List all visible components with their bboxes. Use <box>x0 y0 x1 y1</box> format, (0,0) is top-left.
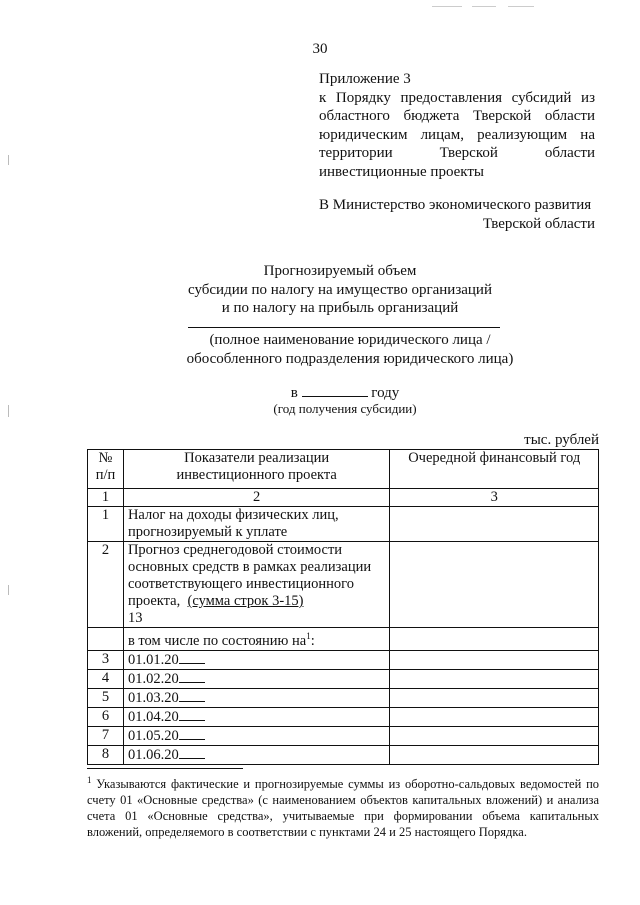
date-fill-blank[interactable] <box>179 727 205 740</box>
date-text: 01.05.20 <box>127 727 179 744</box>
caption-line: обособленного подразделения юридического лица) <box>186 350 514 367</box>
recipient-line: Тверской области <box>482 216 595 232</box>
column-number: 2 <box>123 489 389 507</box>
column-number: 1 <box>88 489 124 507</box>
appendix-title: Приложение 3 <box>319 71 411 87</box>
scan-mark <box>8 585 9 595</box>
subsidy-table <box>87 449 599 765</box>
units-label: тыс. рублей <box>524 432 599 448</box>
date-fill-blank[interactable] <box>179 708 205 721</box>
row-number: 3 <box>88 650 124 669</box>
row-date <box>123 726 389 745</box>
row-text: Налог на доходы физических лиц, <box>127 507 339 523</box>
table-row <box>88 707 599 726</box>
row-number <box>88 628 124 651</box>
row-value-cell[interactable] <box>390 688 599 707</box>
row-number: 5 <box>88 688 124 707</box>
row-text: Прогноз среднегодовой стоимости <box>127 542 343 558</box>
row-value-cell[interactable] <box>390 669 599 688</box>
year-prefix: в <box>290 385 298 401</box>
date-text: 01.04.20 <box>127 708 179 725</box>
row-number: 6 <box>88 707 124 726</box>
recipient-line: В Министерство экономического развития <box>319 197 592 213</box>
appendix-line: областного бюджета Тверской области <box>319 108 595 124</box>
header-num: № п/п <box>88 450 124 489</box>
header-line: инвестиционного проекта <box>176 467 337 483</box>
row-date <box>123 669 389 688</box>
footnote-separator <box>87 768 243 769</box>
table-row <box>88 507 599 542</box>
document-title <box>150 262 530 318</box>
date-text: 01.01.20 <box>127 651 179 668</box>
date-fill-blank[interactable] <box>179 651 205 664</box>
row-number: 1 <box>88 507 124 542</box>
table-row <box>88 542 599 628</box>
row-value-cell[interactable] <box>390 707 599 726</box>
caption-line: (полное наименование юридического лица / <box>209 332 491 348</box>
date-text: 01.06.20 <box>127 746 179 763</box>
year-suffix: году <box>371 385 400 401</box>
year-fill-blank[interactable] <box>302 383 368 397</box>
year-caption: (год получения субсидии) <box>273 401 417 416</box>
row-date <box>123 707 389 726</box>
row-text: основных средств в рамках реализации <box>127 559 372 575</box>
row-indicator <box>123 628 389 651</box>
row-text: 13 <box>127 610 143 626</box>
row-value-cell[interactable] <box>390 542 599 628</box>
subheader-text: в том числе по состоянию на <box>127 632 307 649</box>
scan-mark <box>432 6 462 7</box>
recipient-block <box>319 196 595 234</box>
title-line: субсидии по налогу на имущество организаций <box>187 281 492 298</box>
row-number: 8 <box>88 745 124 764</box>
row-text-part: проекта, <box>127 593 181 609</box>
title-line: и по налогу на прибыль организаций <box>221 300 459 316</box>
table-subheader-row <box>88 628 599 651</box>
header-fin-year: Очередной финансовый год <box>390 450 599 489</box>
row-indicator <box>123 542 389 628</box>
header-indicator <box>123 450 389 489</box>
table-row <box>88 650 599 669</box>
footnote <box>87 772 599 840</box>
date-fill-blank[interactable] <box>179 689 205 702</box>
scan-mark <box>8 155 9 165</box>
row-text: прогнозируемый к уплате <box>127 524 288 540</box>
footnote-mark: 1 <box>87 775 92 785</box>
table-header-row <box>88 450 599 489</box>
title-line: Прогнозируемый объем <box>263 263 417 279</box>
row-value-cell[interactable] <box>390 507 599 542</box>
date-text: 01.03.20 <box>127 689 179 706</box>
page-number: 30 <box>312 41 328 57</box>
table-row <box>88 669 599 688</box>
row-date <box>123 745 389 764</box>
column-numbers-row <box>88 489 599 507</box>
row-number: 7 <box>88 726 124 745</box>
appendix-line: юридическим лицам, реализующим на <box>319 126 595 143</box>
appendix-block <box>319 70 595 181</box>
scan-mark <box>8 405 9 417</box>
year-line <box>200 383 490 402</box>
date-text: 01.02.20 <box>127 670 179 687</box>
header-line: Показатели реализации <box>184 450 330 466</box>
row-text <box>128 593 385 610</box>
column-number: 3 <box>390 489 599 507</box>
row-indicator <box>123 507 389 542</box>
row-value-cell[interactable] <box>390 650 599 669</box>
row-value-cell[interactable] <box>390 745 599 764</box>
footnote-mark: 1 <box>306 631 311 641</box>
row-number: 2 <box>88 542 124 628</box>
table-row <box>88 726 599 745</box>
row-value-cell[interactable] <box>390 726 599 745</box>
table-row <box>88 688 599 707</box>
scan-mark <box>508 6 534 7</box>
footnote-text: Указываются фактические и прогнозируемые суммы из оборотно-сальдовых ведомостей по счету 01 «Основные средства» (с наименованием объектов капитальных вложений) и анализа счета 01 «Основные средства», учитываемые при формировании объема капитальных вложений, определяемого в соответствии с пунктами 24 и 25 настоящего Порядка. <box>87 777 600 840</box>
scan-mark <box>472 6 496 7</box>
row-sum-note: (сумма строк 3-15) <box>187 593 304 609</box>
row-date <box>123 688 389 707</box>
table-row <box>88 745 599 764</box>
entity-name-fill-line[interactable] <box>188 327 500 328</box>
appendix-line: инвестиционные проекты <box>319 163 485 180</box>
row-number: 4 <box>88 669 124 688</box>
date-fill-blank[interactable] <box>179 746 205 759</box>
subheader-colon: : <box>310 632 315 649</box>
row-value-cell[interactable] <box>390 628 599 651</box>
date-fill-blank[interactable] <box>179 670 205 683</box>
entity-name-caption <box>150 331 550 368</box>
row-date <box>123 650 389 669</box>
row-text: соответствующего инвестиционного <box>127 576 354 592</box>
appendix-line: к Порядку предоставления субсидий из <box>319 89 595 106</box>
appendix-line: территории Тверской области <box>319 145 595 161</box>
